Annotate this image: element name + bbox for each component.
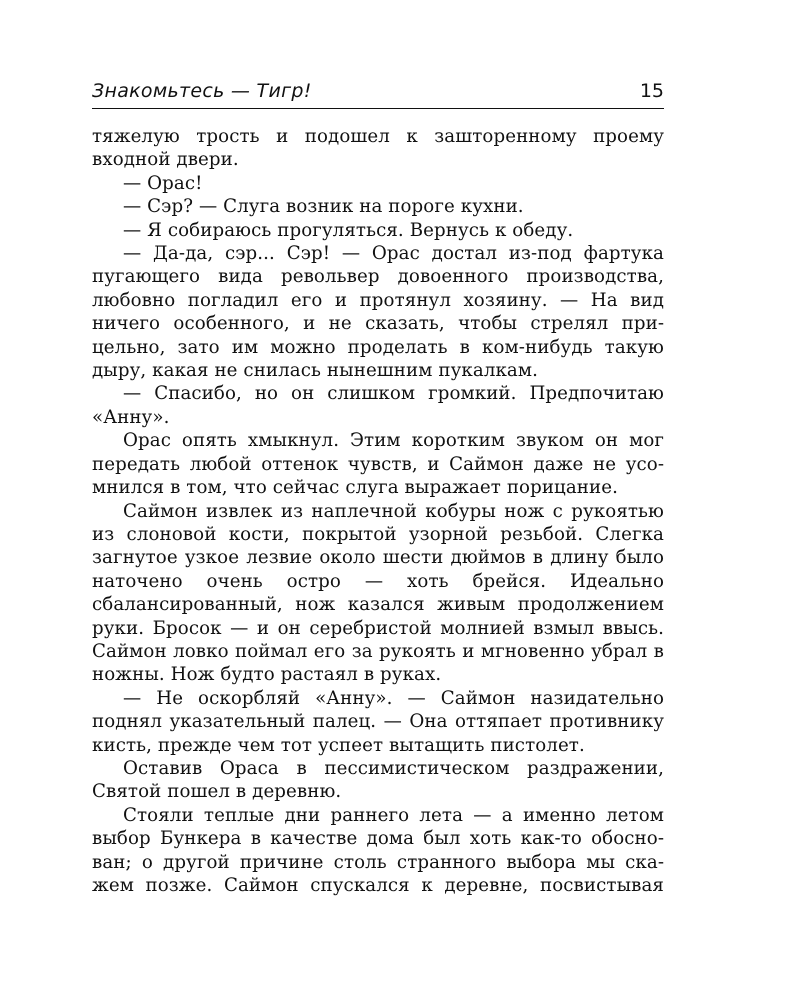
paragraph: Орас опять хмыкнул. Этим коротким звуком он мог передать любой оттенок чувств, и Саймон даже не усомнился в том, что сейчас слуга выражает порицание. xyxy=(92,430,664,499)
paragraph: — Спасибо, но он слишком громкий. Предпочитаю «Анну». xyxy=(92,383,664,428)
page-number: 15 xyxy=(639,80,664,102)
paragraph: — Сэр? — Слуга возник на пороге кухни. xyxy=(123,196,524,218)
paragraph: — Да-да, сэр... Сэр! — Орас достал из-под фартука пугающего вида револьвер довоенного производства, любовно погладил его и протянул хозяину. — На вид ничего особенного, и не сказать, чтобы стрелял прицельно, зато им можно проделать в ком-нибудь такую дыру, какая не снилась нынешним пукалкам. xyxy=(92,243,664,382)
paragraph: Оставив Ораса в пессимистическом раздражении, Святой пошел в деревню. xyxy=(92,757,664,803)
paragraph: тяжелую трость и подошел к зашторенному проему входной двери. xyxy=(92,126,664,171)
book-page xyxy=(92,78,664,897)
paragraph: Стояли теплые дни раннего лета — а именно летом выбор Бункера в качестве дома был хоть как-то обоснован; о другой причине столь странного выбора мы скажем позже. Саймон спускался к деревне, посвистывая xyxy=(92,804,664,896)
running-title: Знакомьтесь — Тигр! xyxy=(92,80,312,102)
running-header xyxy=(92,78,664,109)
paragraph: — Орас! xyxy=(123,172,203,194)
body-text xyxy=(92,125,664,897)
paragraph: — Не оскорбляй «Анну». — Саймон назидательно поднял указательный палец. — Она оттяпает противнику кисть, прежде чем тот успеет вытащить пистолет. xyxy=(92,687,664,756)
paragraph: — Я собираюсь прогуляться. Вернусь к обеду. xyxy=(123,219,574,241)
paragraph: Саймон извлек из наплечной кобуры нож с рукоятью из слоновой кости, покрытой узорной резьбой. Слегка загнутое узкое лезвие около шести дюймов в длину было наточено очень остро — хоть брейся. Идеально сбалансированный, нож казался живым продолжением руки. Бросок — и он серебристой молнией взмыл ввысь. Саймон ловко поймал его за рукоять и мгновенно убрал в ножны. Нож будто растаял в руках. xyxy=(92,500,664,686)
